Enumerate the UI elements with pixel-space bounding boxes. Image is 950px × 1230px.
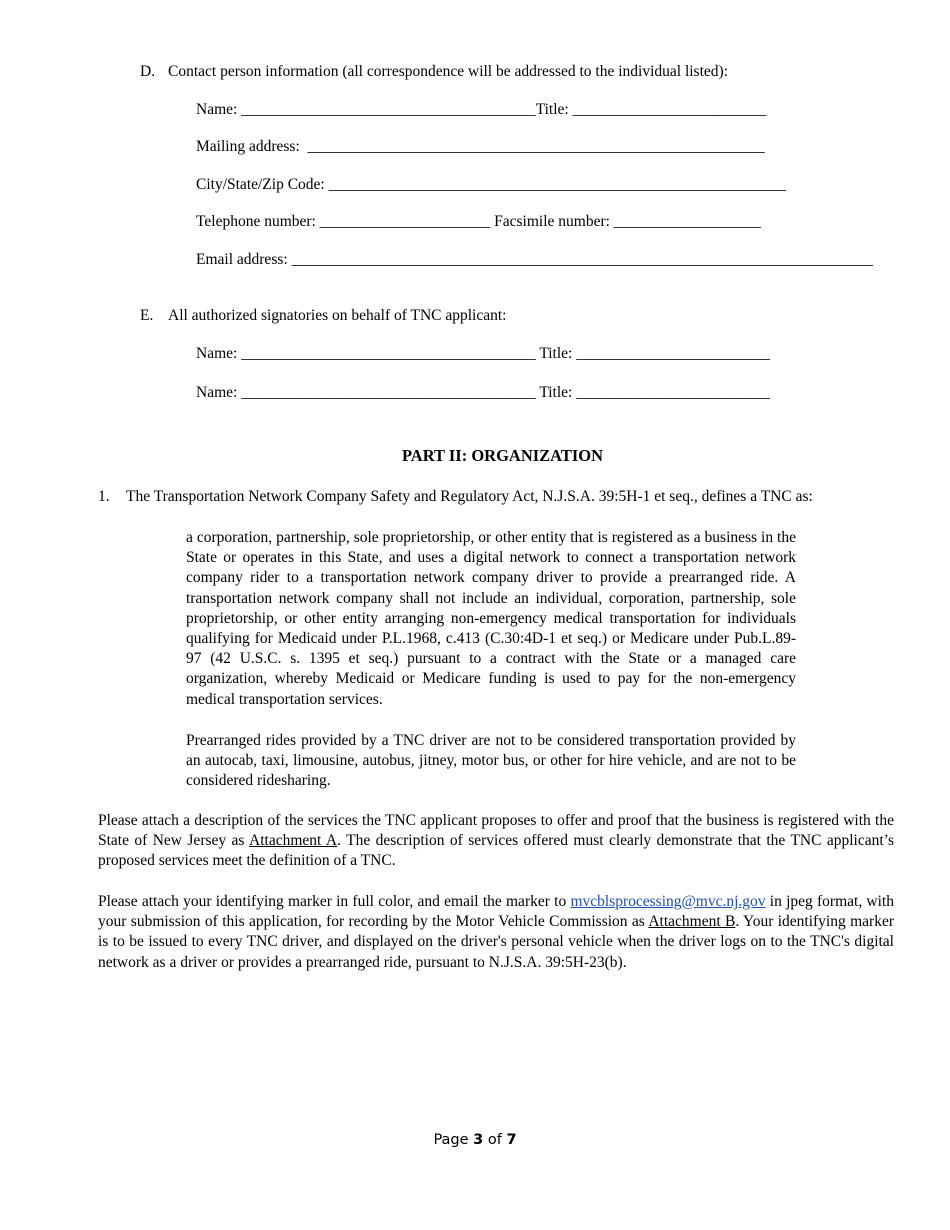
signatory-row-2: [196, 384, 770, 402]
signatory-name-field[interactable]: ______________________________________: [241, 345, 536, 362]
contact-name-row: [196, 101, 766, 119]
attachment-b-pre: Please attach your identifying marker in full color, and email the marker to: [98, 893, 571, 910]
part-2-title: PART II: ORGANIZATION: [401, 446, 604, 465]
signatory-name-field[interactable]: ______________________________________: [241, 384, 536, 401]
prearranged-rides-quote: Prearranged rides provided by a TNC driver are not to be considered transportation provided by an autocab, taxi, limousine, autobus, jitney, motor bus, or other for hire vehicle, and are not to be considered ridesharing.: [186, 732, 796, 790]
section-d-heading: [140, 63, 728, 81]
attachment-a-paragraph: [98, 811, 894, 872]
item-1: [98, 488, 813, 506]
contact-title-field[interactable]: _________________________: [572, 101, 767, 118]
attachment-b-label: Attachment B: [648, 913, 736, 931]
item-1-text: The Transportation Network Company Safety and Regulatory Act, N.J.S.A. 39:5H-1 et seq., defines a TNC as:: [126, 488, 813, 505]
email-field[interactable]: ___________________________________________________________________________: [291, 251, 873, 268]
current-page: 3: [473, 1132, 484, 1148]
phone-fax-row: [196, 213, 761, 231]
signatory-title-field[interactable]: _________________________: [576, 345, 770, 362]
attachment-b-post: . Your identifying marker is to be issued to every TNC driver, and displayed on the driver's personal vehicle when the driver logs on to the TNC's digital network as a driver or provides a prearranged ride, pursuant to N.J.S.A. 39:5H-23(b).: [98, 913, 894, 971]
item-1-number: 1.: [98, 488, 110, 505]
attachment-a-label: Attachment A: [249, 832, 338, 850]
contact-title-label: Title:: [535, 101, 569, 118]
city-state-zip-label: City/State/Zip Code:: [196, 176, 325, 193]
email-row: [196, 251, 873, 269]
page-word: Page: [433, 1132, 469, 1148]
signatory-title-label: Title:: [539, 345, 573, 362]
signatory-name-label: Name:: [196, 345, 238, 362]
attachment-b-mid: in jpeg format, with your submission of this application, for recording by the Motor Vehicle Commission as: [98, 893, 894, 931]
facsimile-field[interactable]: ___________________: [613, 213, 762, 230]
section-d-heading-text: Contact person information (all correspondence will be addressed to the individual listed):: [168, 63, 728, 80]
section-d-letter: D.: [140, 63, 156, 80]
signatory-title-label: Title:: [539, 384, 573, 401]
telephone-field[interactable]: ______________________: [319, 213, 491, 230]
total-pages: 7: [506, 1132, 517, 1148]
contact-name-label: Name:: [196, 101, 238, 118]
mailing-address-field[interactable]: ___________________________________________________________: [307, 138, 765, 155]
city-state-zip-row: [196, 176, 786, 194]
tnc-definition-quote: a corporation, partnership, sole proprietorship, or other entity that is registered as a business in the State or operates in this State, and uses a digital network to connect a transportation network company rider to a transportation network company driver to provide a prearranged ride. A transportation network company shall not include an individual, corporation, partnership, sole proprietorship, or other entity arranging non-emergency medical transportation for individuals qualifying for Medicaid under P.L.1968, c.413 (C.30:4D-1 et seq.) or Medicare under Pub.L.89-97 (42 U.S.C. s. 1395 et seq.) pursuant to a contract with the State or a managed care organization, whereby Medicaid or Medicare funding is used to pay for the non-emergency medical transportation services.: [186, 529, 796, 708]
of-word: of: [487, 1132, 502, 1148]
page-number: [0, 1132, 950, 1148]
mailing-address-label: Mailing address:: [196, 138, 300, 155]
attachment-b-paragraph: [98, 892, 894, 973]
signatory-title-field[interactable]: _________________________: [576, 384, 770, 401]
section-e-heading: [140, 307, 506, 325]
section-e-letter: E.: [140, 307, 154, 324]
facsimile-label: Facsimile number:: [494, 213, 610, 230]
signatory-name-label: Name:: [196, 384, 238, 401]
city-state-zip-field[interactable]: ___________________________________________________________: [328, 176, 786, 193]
contact-name-field[interactable]: ______________________________________: [241, 101, 536, 118]
email-label: Email address:: [196, 251, 288, 268]
attachment-a-post: . The description of services offered must clearly demonstrate that the TNC applicant’s proposed services meet the definition of a TNC.: [98, 832, 894, 870]
mailing-address-row: [196, 138, 765, 156]
email-link[interactable]: mvcblsprocessing@mvc.nj.gov: [570, 893, 766, 910]
signatory-row-1: [196, 345, 770, 363]
telephone-label: Telephone number:: [196, 213, 316, 230]
section-e-heading-text: All authorized signatories on behalf of TNC applicant:: [168, 307, 507, 324]
attachment-a-pre: Please attach a description of the services the TNC applicant proposes to offer and proof that the business is registered with the State of New Jersey as: [98, 812, 894, 850]
